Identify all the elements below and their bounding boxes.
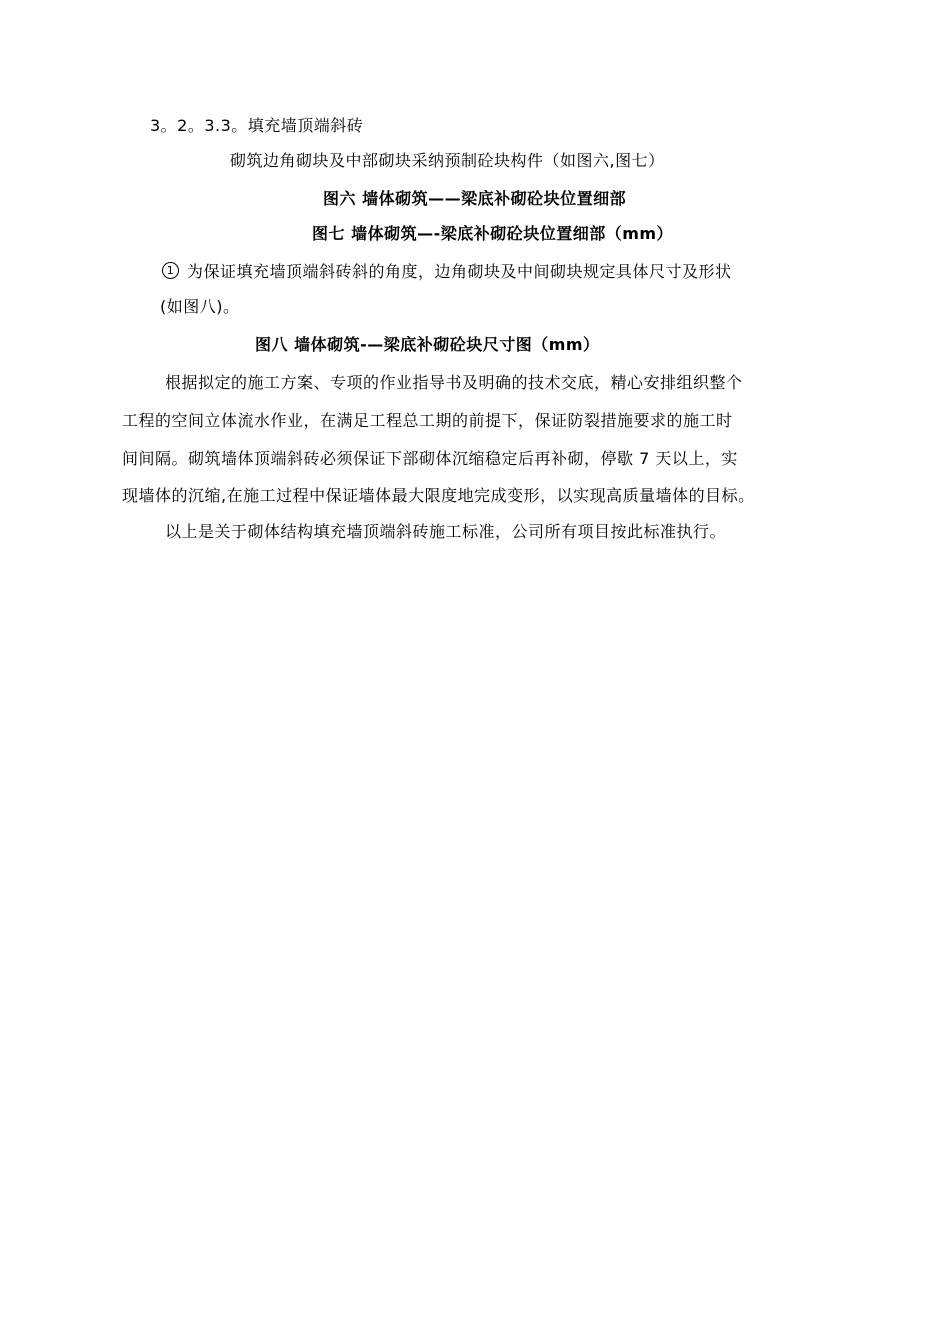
figure-7-caption: 图七 墙体砌筑—-梁底补砌砼块位置细部（mm） [312,224,674,243]
section-heading: 3。2。3.3。填充墙顶端斜砖 [150,116,364,135]
figure-8-caption: 图八 墙体砌筑-—梁底补砌砼块尺寸图（mm） [255,335,600,354]
figure-6-caption: 图六 墙体砌筑——梁底补砌砼块位置细部 [323,189,627,208]
note-item [162,262,732,282]
paragraph-line: 工程的空间立体流水作业，在满足工程总工期的前提下，保证防裂措施要求的施工时 [122,411,733,430]
paragraph-line: 根据拟定的施工方案、专项的作业指导书及明确的技术交底，精心安排组织整个 [165,373,743,392]
paragraph-line: 间间隔。砌筑墙体顶端斜砖必须保证下部砌体沉缩稳定后再补砌，停歇 7 天以上，实 [122,449,738,468]
note-text-line-2: (如图八)。 [160,297,240,316]
intro-text: 砌筑边角砌块及中部砌块采纳预制砼块构件（如图六,图七） [230,151,665,170]
circled-number-marker: 1 [162,262,179,279]
note-text-line-1: 为保证填充墙顶端斜砖斜的角度，边角砌块及中间砌块规定具体尺寸及形状 [187,262,732,281]
paragraph-line: 现墙体的沉缩,在施工过程中保证墙体最大限度地完成变形，以实现高质量墙体的目标。 [122,486,755,505]
closing-statement: 以上是关于砌体结构填充墙顶端斜砖施工标准，公司所有项目按此标准执行。 [165,522,727,541]
